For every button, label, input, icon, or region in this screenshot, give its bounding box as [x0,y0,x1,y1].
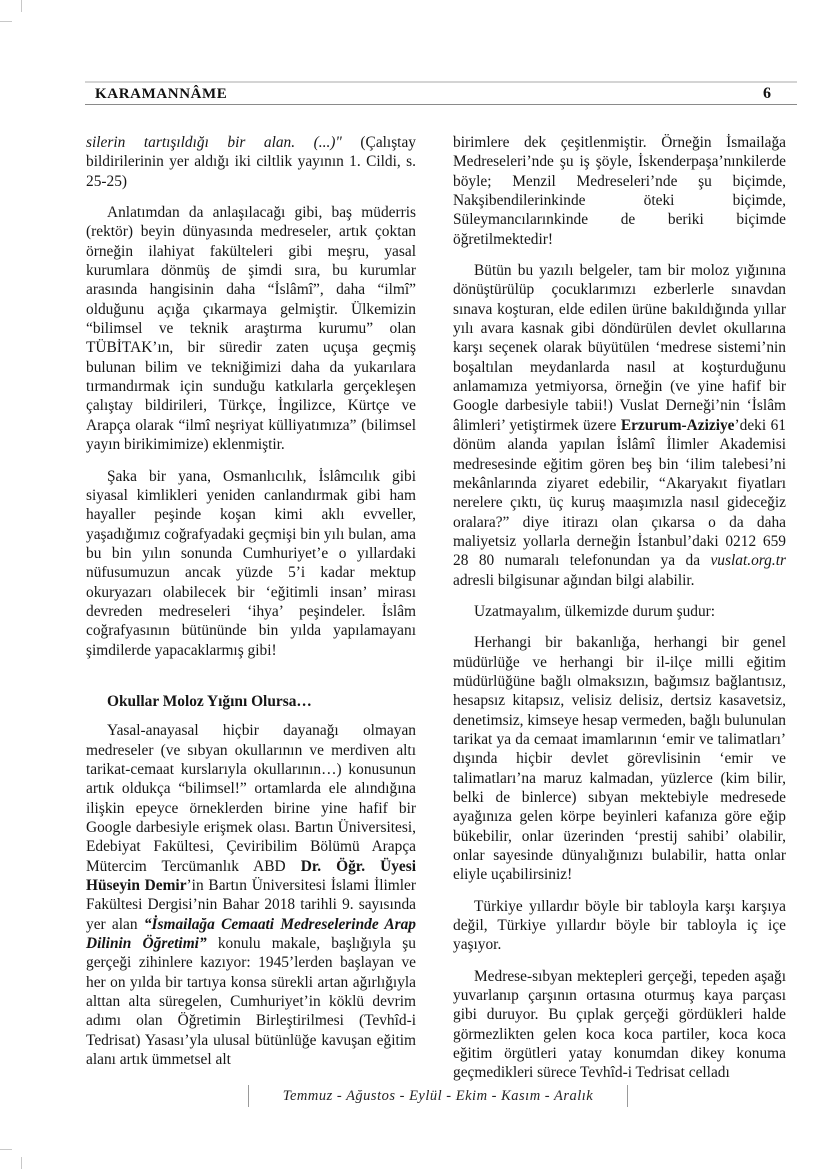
crop-mark-bottom-left-vertical [21,1157,22,1169]
page-number: 6 [763,85,771,102]
crop-mark-top-left-vertical [21,0,22,12]
journal-title: KARAMANNÂME [95,86,228,102]
paragraph [86,721,416,1069]
paragraph: Uzatmayalım, ülkemizde durum şudur: [474,602,716,620]
article-title: “İsmailağa Cemaati Medreselerinde Arap Dilinin Öğretimi” [86,915,417,953]
text-run: Yasal-anayasal hiçbir dayanağı olmayan medreseler (ve sıbyan okullarının ve merdiven altı tarikat-cemaat kurslarıyla okullarının…) konusunun artık oldukça “bilimsel!” ortamlarda ele alındığına ilişkin epeyce örneklerden birine yine hafif bir Google darbesiyle erişmek olası. Bartın Üniversitesi, Edebiyat Fakültesi, Çeviribilim Bölümü Arapça Mütercim Tercümanlık ABD [86,722,416,875]
crop-mark-bottom-left-horizontal [0,1149,12,1150]
left-column [86,133,416,1081]
section-heading: Okullar Moloz Yığını Olursa… [107,692,312,710]
paragraph [453,261,786,590]
paragraph: Şaka bir yana, Osmanlıcılık, İslâmcılık gibi siyasal kimlikleri yeniden canlandırmak gibi ham hayaller peşinde koşan kimi aklı evveller, yaşadığımız coğrafyadaki geçmişi bin yılı bulan, ama bu bin yılın sonunda Cumhuriyet’e o yıllardaki nüfusumuzun ancak yüzde 5’i kadar mektup okuryazarı olabilecek bir ‘eğitimli insan’ mirası devreden medreseleri ‘ihya’ peşindeler. İslâm coğrafyasının bütününde bin yılda yapılamayanı şimdilerde yapacaklarmış gibi! [86,467,416,659]
paragraph: Anlatımdan da anlaşılacağı gibi, baş müderris (rektör) beyin dünyasında medreseler, artık çoktan örneğin ilahiyat fakülteleri gibi meşru, yasal kurumlara dönmüş de şimdi sıra, bu kurumlar arasında hangisinin daha “İslâmî”, daha “ilmî” olduğunu açığa çıkarmaya gelmiştir. Ülkemizin “bilimsel ve teknik araştırma kurumu” olan TÜBİTAK’ın, bir süredir zaten uçuşa geçmiş bulunan bilim ve tekniğimizi daha da yukarılara tırmandırmak için sunduğu katkılarla gerçekleşen çalıştay bildirileri, Türkçe, İngilizce, Kürtçe ve Arapça olarak “ilmî neşriyat külliyatımıza” (bilimsel yayın birikimimize) eklenmiştir. [86,204,416,454]
text-run: Bütün bu yazılı belgeler, tam bir moloz yığınına dönüştürülüp çocuklarımızı ezberlerle sınavdan sınava koşturan, elde edilen ürüne bakıldığında yıllar yılı avara kasnak gibi döndürülen devlet okullarına karşı seçenek olarak büyütülen ‘medrese sistemi’nin boşaltılan meydanlarda nasıl at koşturduğunu anlamamıza yetmiyorsa, örneğin (ve yine hafif bir Google darbesiyle tabii!) Vuslat Derneği’nin ‘İslâm âlimleri’ yetiştirmek üzere [453,262,786,434]
text-run: ’in Bartın Üniversitesi İslami İlimler Fakültesi Dergisi’nin Bahar 2018 tarihli 9. sayısında yer alan [86,877,416,933]
website-link[interactable]: vuslat.org.tr [710,552,786,570]
paragraph: Medrese-sıbyan mektepleri gerçeği, tepeden aşağı yuvarlanıp çarşının ortasına oturmuş kaya parçası gibi duruyor. Bu çıplak gerçeği gördükleri halde görmezlikten gelen koca koca partiler, koca koca eğitim örgütleri yatay konumdan dikey konuma geçmedikleri sürece Tevhîd-i Tedrisat celladı [453,967,786,1082]
citation-text: (Çalıştay bildirilerinin yer aldığı iki ciltlik yayının 1. Cildi, s. 25-25) [86,134,416,190]
text-run: ’deki 61 dönüm alanda yapılan İslâmî İlimler Akademisi medresesinde eğitim gören beş bin ‘ilim talebesi’ni mekânlarında ziyaret edebilir, “Akaryakıt fiyatları nerelere çıktı, üç kuruş maaşımızla nasıl gideceğiz oralara?” diye itirazı olan çıkarsa o da daha maliyetsiz yollarla derneğin İstanbul’daki 0212 659 28 80 numaralı telefonundan ya da [453,416,786,570]
paragraph: birimlere dek çeşitlenmiştir. Örneğin İsmailağa Medreseleri’nde şu iş şöyle, İskenderpaşa’nınkilerde böyle; Menzil Medreseleri’nde şu biçimde, Nakşibendilerinkinde öteki biçimde, Süleymancılarınkinde de beriki biçimde öğretilmektedir! [453,134,786,248]
text-run: konulu makale, başlığıyla şu gerçeği zihinlere kazıyor: 1945’lerden başlayan ve her on yılda bir tartıya konsa sürekli artan ağırlığıyla alttan alta süregelen, Cumhuriyet’in köklü devrim adımı olan Öğretimin Birleştirilmesi (Tevhîd-i Tedrisat) Yasası’yla ulusal bütünlüğe kavuşan eğitim alanı artık ümmetsel alt [86,935,416,1069]
issue-footer: Temmuz - Ağustos - Eylül - Ekim - Kasım - Aralık [248,1085,628,1107]
paragraph [86,133,416,191]
crop-mark-top-left-horizontal [0,21,12,22]
paragraph: Herhangi bir bakanlığa, herhangi bir genel müdürlüğe ve herhangi bir il-ilçe milli eğitim müdürlüğüne bağlı olmaksızın, bağımsız bağlantısız, hesapsız kitapsız, velisiz delisiz, dertsiz kasavetsiz, denetimsiz, kimseye hesap vermeden, bağlı bulunulan tarikat ya da cemaat imamlarının ‘emir ve talimatları’ dışında hiçbir devlet görevlisinin ‘emir ve talimatları’na maruz kalmadan, yüzlerce (kim bilir, belki de binlerce) sıbyan mektebiyle medresede ayağınıza gelen körpe beyinleri kafanıza göre eğip bükebilir, onlar üzerinden ‘prestij sahibi’ olabilir, onlar sayesinde dünyalığınızı bulabilir, hatta onlar eliyle uçabilirsiniz! [453,634,786,884]
place-name: Erzurum-Aziziye [620,416,735,434]
running-header [85,81,797,105]
quote-italic: silerin tartışıldığı bir alan. (...)" [86,134,342,151]
author-name: Dr. Öğr. Üyesi Hüseyin Demir [86,857,417,895]
right-column [453,133,786,1095]
text-run: adresli bilgisunar ağından bilgi alabilir. [453,571,695,589]
paragraph: Türkiye yıllardır böyle bir tabloyla karşı karşıya değil, Türkiye yıllardır böyle bir tabloyla iç içe yaşıyor. [453,897,786,954]
